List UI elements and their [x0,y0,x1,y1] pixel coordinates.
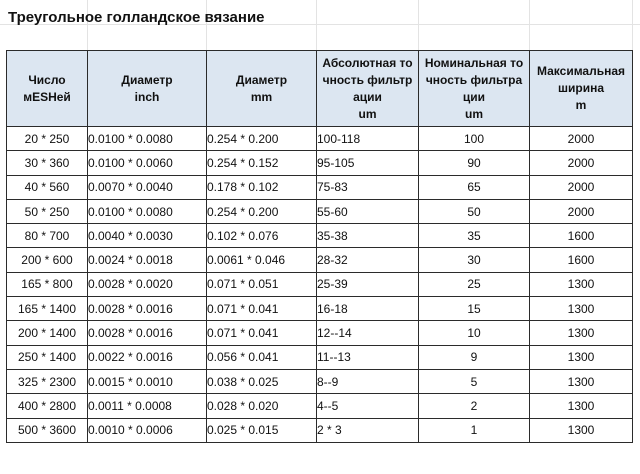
cell-diameter-inch: 0.0015 * 0.0010 [88,369,207,393]
cell-nominal-filtration: 100 [419,127,530,151]
cell-mesh-count: 250 * 1400 [7,345,88,369]
cell-max-width: 2000 [530,199,633,223]
sheet-gridline [632,0,633,50]
cell-diameter-inch: 0.0010 * 0.0006 [88,418,207,442]
table-row [7,272,633,296]
cell-diameter-inch: 0.0040 * 0.0030 [88,224,207,248]
cell-mesh-count: 50 * 250 [7,199,88,223]
cell-nominal-filtration: 15 [419,297,530,321]
header-row [7,51,633,127]
cell-nominal-filtration: 50 [419,199,530,223]
cell-max-width: 1600 [530,224,633,248]
cell-mesh-count: 500 * 3600 [7,418,88,442]
table-row [7,199,633,223]
cell-nominal-filtration: 35 [419,224,530,248]
cell-diameter-mm: 0.254 * 0.152 [207,151,317,175]
cell-mesh-count: 30 * 360 [7,151,88,175]
cell-max-width: 2000 [530,175,633,199]
column-header-mesh-count: Число мESHей [7,51,88,127]
cell-diameter-inch: 0.0100 * 0.0080 [88,127,207,151]
cell-nominal-filtration: 10 [419,321,530,345]
cell-max-width: 1300 [530,297,633,321]
cell-diameter-inch: 0.0070 * 0.0040 [88,175,207,199]
cell-mesh-count: 325 * 2300 [7,369,88,393]
cell-nominal-filtration: 5 [419,369,530,393]
cell-absolute-filtration: 28-32 [317,248,419,272]
column-header-absolute-filtration: Абсолютная то чность фильтр ации um [317,51,419,127]
table-row [7,248,633,272]
page-title: Треугольное голландское вязание [8,9,265,26]
cell-max-width: 1300 [530,369,633,393]
cell-absolute-filtration: 25-39 [317,272,419,296]
cell-max-width: 1300 [530,418,633,442]
cell-diameter-inch: 0.0100 * 0.0060 [88,151,207,175]
cell-diameter-inch: 0.0100 * 0.0080 [88,199,207,223]
cell-diameter-mm: 0.028 * 0.020 [207,394,317,418]
cell-diameter-mm: 0.0061 * 0.046 [207,248,317,272]
cell-diameter-mm: 0.178 * 0.102 [207,175,317,199]
table-row [7,175,633,199]
cell-nominal-filtration: 30 [419,248,530,272]
cell-max-width: 1600 [530,248,633,272]
cell-mesh-count: 200 * 600 [7,248,88,272]
cell-absolute-filtration: 55-60 [317,199,419,223]
cell-diameter-inch: 0.0028 * 0.0016 [88,297,207,321]
cell-absolute-filtration: 95-105 [317,151,419,175]
cell-diameter-mm: 0.071 * 0.041 [207,321,317,345]
table-row [7,369,633,393]
table-row [7,321,633,345]
table-row [7,127,633,151]
cell-absolute-filtration: 100-118 [317,127,419,151]
cell-diameter-mm: 0.071 * 0.051 [207,272,317,296]
cell-absolute-filtration: 11--13 [317,345,419,369]
cell-diameter-mm: 0.025 * 0.015 [207,418,317,442]
column-header-nominal-filtration: Номинальная то чность фильтра ции um [419,51,530,127]
cell-diameter-inch: 0.0024 * 0.0018 [88,248,207,272]
cell-nominal-filtration: 2 [419,394,530,418]
sheet-gridline [529,0,530,50]
cell-max-width: 1300 [530,321,633,345]
column-header-diameter-inch: Диаметр inch [88,51,207,127]
cell-absolute-filtration: 12--14 [317,321,419,345]
cell-diameter-inch: 0.0028 * 0.0016 [88,321,207,345]
cell-mesh-count: 400 * 2800 [7,394,88,418]
cell-mesh-count: 80 * 700 [7,224,88,248]
cell-nominal-filtration: 9 [419,345,530,369]
cell-diameter-mm: 0.254 * 0.200 [207,127,317,151]
column-header-max-width: Максимальная ширина m [530,51,633,127]
sheet-gridline [418,0,419,50]
title-row [0,0,640,50]
cell-diameter-mm: 0.038 * 0.025 [207,369,317,393]
cell-absolute-filtration: 2 * 3 [317,418,419,442]
cell-max-width: 1300 [530,345,633,369]
cell-diameter-mm: 0.102 * 0.076 [207,224,317,248]
cell-absolute-filtration: 8--9 [317,369,419,393]
sheet-gridline [316,0,317,50]
cell-max-width: 1300 [530,394,633,418]
cell-nominal-filtration: 90 [419,151,530,175]
cell-absolute-filtration: 16-18 [317,297,419,321]
cell-max-width: 1300 [530,272,633,296]
table-row [7,224,633,248]
table-row [7,394,633,418]
mesh-spec-table [6,50,633,443]
cell-mesh-count: 165 * 800 [7,272,88,296]
cell-diameter-inch: 0.0011 * 0.0008 [88,394,207,418]
table-row [7,418,633,442]
column-header-diameter-mm: Диаметр mm [207,51,317,127]
cell-mesh-count: 165 * 1400 [7,297,88,321]
cell-diameter-mm: 0.056 * 0.041 [207,345,317,369]
cell-diameter-mm: 0.071 * 0.041 [207,297,317,321]
cell-mesh-count: 20 * 250 [7,127,88,151]
cell-max-width: 2000 [530,127,633,151]
table-row [7,345,633,369]
table-row [7,151,633,175]
cell-diameter-inch: 0.0022 * 0.0016 [88,345,207,369]
cell-nominal-filtration: 1 [419,418,530,442]
cell-diameter-inch: 0.0028 * 0.0020 [88,272,207,296]
table-row [7,297,633,321]
cell-absolute-filtration: 35-38 [317,224,419,248]
cell-nominal-filtration: 65 [419,175,530,199]
cell-diameter-mm: 0.254 * 0.200 [207,199,317,223]
cell-mesh-count: 40 * 560 [7,175,88,199]
cell-absolute-filtration: 4--5 [317,394,419,418]
cell-max-width: 2000 [530,151,633,175]
cell-absolute-filtration: 75-83 [317,175,419,199]
cell-mesh-count: 200 * 1400 [7,321,88,345]
cell-nominal-filtration: 25 [419,272,530,296]
